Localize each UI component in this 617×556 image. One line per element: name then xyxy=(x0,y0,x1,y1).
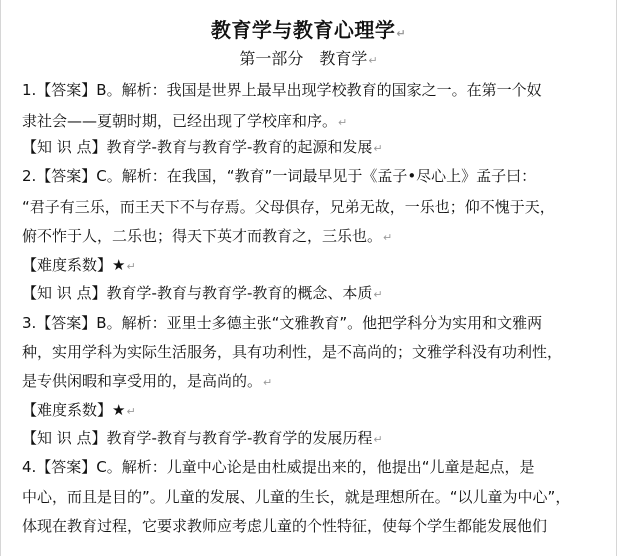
paragraph-mark: ↵ xyxy=(368,54,378,67)
text-line xyxy=(22,226,612,248)
text-line-content: 【难度系数】★ xyxy=(22,256,126,274)
text-line xyxy=(22,283,612,305)
paragraph-mark: ↵ xyxy=(263,376,273,389)
text-line xyxy=(22,342,612,362)
paragraph-mark: ↵ xyxy=(126,260,136,273)
text-line-content: 3.【答案】B。解析：亚里士多德主张“文雅教育”。他把学科分为实用和文雅两 xyxy=(22,314,543,332)
text-line-content: 俯不怍于人，二乐也；得天下英才而教育之，三乐也。 xyxy=(22,227,383,245)
paragraph-mark: ↵ xyxy=(383,231,393,244)
text-line xyxy=(22,111,612,133)
text-line-content: 【难度系数】★ xyxy=(22,401,126,419)
paragraph-mark: ↵ xyxy=(396,27,407,40)
text-line xyxy=(22,197,612,217)
paragraph-mark: ↵ xyxy=(373,288,383,301)
text-line-content: 2.【答案】C。解析：在我国，“教育”一词最早见于《孟子•尽心上》孟子曰： xyxy=(22,167,537,185)
text-line-content: 【知 识 点】教育学-教育与教育学-教育学的发展历程 xyxy=(22,429,373,447)
paragraph-mark: ↵ xyxy=(126,405,136,418)
text-line-content: 体现在教育过程，它要求教师应考虑儿童的个性特征，使每个学生都能发展他们 xyxy=(22,517,548,535)
text-line-content: 【知 识 点】教育学-教育与教育学-教育的概念、本质 xyxy=(22,284,373,302)
text-line xyxy=(22,137,612,159)
text-line xyxy=(22,457,612,477)
text-line xyxy=(22,428,612,450)
text-line-content: 隶社会——夏朝时期，已经出现了学校庠和序。 xyxy=(22,112,338,130)
paragraph-mark: ↵ xyxy=(373,142,383,155)
text-line-content: 1.【答案】B。解析：我国是世界上最早出现学校教育的国家之一。在第一个奴 xyxy=(22,81,542,99)
text-line-content: 中心，而且是目的”。儿童的发展、儿童的生长，就是理想所在。“以儿童为中心”， xyxy=(22,488,571,506)
text-line-content: 种，实用学科为实际生活服务，具有功利性，是不高尚的；文雅学科没有功利性， xyxy=(22,343,563,361)
text-line xyxy=(22,313,612,333)
text-line xyxy=(22,255,612,277)
text-line-content: 【知 识 点】教育学-教育与教育学-教育的起源和发展 xyxy=(22,138,373,156)
text-line xyxy=(22,166,612,186)
page-left-edge xyxy=(0,0,1,556)
document-title-text: 教育学与教育心理学 xyxy=(210,18,396,42)
text-line xyxy=(22,80,612,100)
text-line xyxy=(22,400,612,422)
text-line-content: 4.【答案】C。解析：儿童中心论是由杜威提出来的，他提出“儿童是起点，是 xyxy=(22,458,535,476)
section-heading xyxy=(0,46,617,69)
text-line-content: 是专供闲暇和享受用的，是高尚的。 xyxy=(22,372,263,390)
text-line xyxy=(22,487,612,507)
text-line xyxy=(22,516,612,536)
paragraph-mark: ↵ xyxy=(338,116,348,129)
paragraph-mark: ↵ xyxy=(373,433,383,446)
text-line-content: “君子有三乐，而王天下不与存焉。父母俱存，兄弟无故，一乐也；仰不愧于天， xyxy=(22,198,555,216)
section-heading-text: 第一部分 教育学 xyxy=(239,49,368,68)
document-title xyxy=(0,14,617,43)
text-line xyxy=(22,371,612,393)
